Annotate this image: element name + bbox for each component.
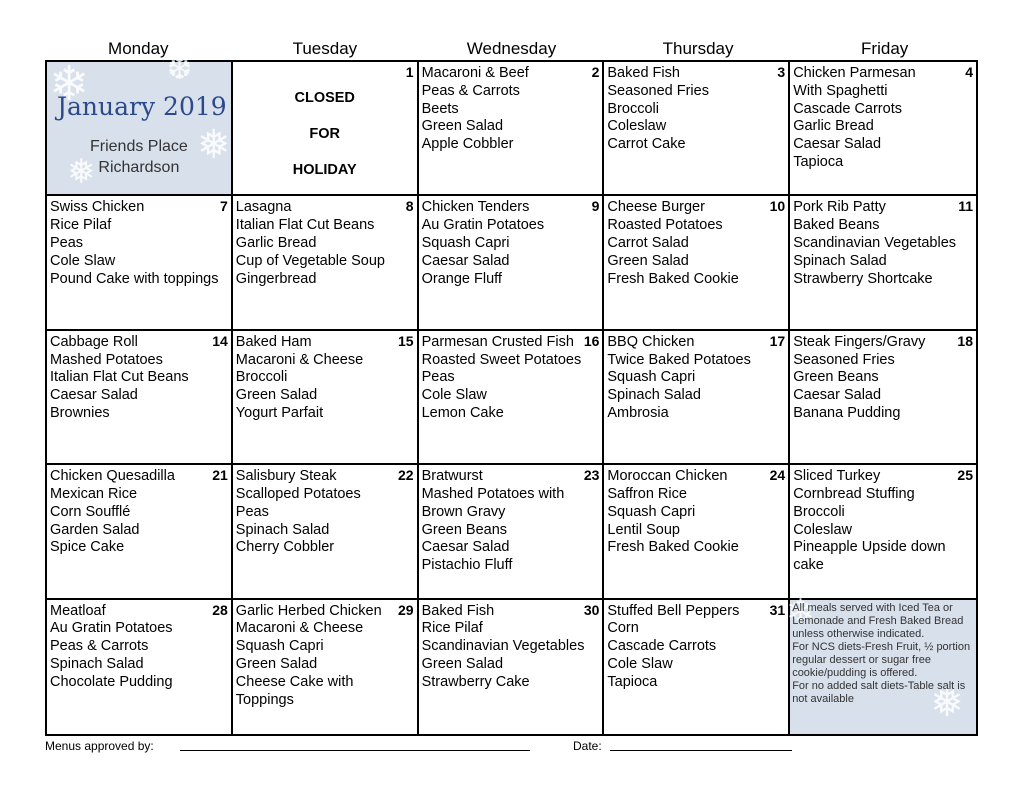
snowflake-icon: ❆ [167, 53, 193, 86]
day-number: 4 [965, 64, 973, 80]
menu-item: Green Salad [421, 118, 504, 135]
menu-item: Caesar Salad [793, 387, 882, 404]
header-tuesday: Tuesday [292, 39, 358, 58]
menu-item: Broccoli [235, 369, 288, 386]
day-number: 14 [212, 332, 228, 349]
menu-item: Lasagna [235, 199, 292, 216]
header-friday: Friday [861, 39, 909, 58]
menu-item: Mexican Rice [50, 485, 138, 502]
header-monday: Monday [108, 39, 169, 58]
day-number: 17 [769, 332, 786, 349]
menu-item: Italian Flat Cut Beans [50, 369, 189, 386]
menu-item: Cole Slaw [421, 387, 487, 404]
menu-item: Brownies [50, 404, 110, 421]
menu-calendar-grid [45, 53, 978, 736]
day-number: 30 [583, 601, 600, 618]
menu-item: Corn Soufflé [50, 503, 131, 520]
day-cell-9 [419, 196, 605, 330]
menu-item: Garlic Bread [793, 118, 874, 135]
menu-item: Cherry Cobbler [235, 539, 335, 556]
day-cell-2 [419, 62, 605, 196]
menu-item: Baked Ham [235, 333, 312, 350]
day-cell-10 [604, 196, 790, 330]
day-cell-30 [419, 600, 605, 734]
menu-items [793, 65, 973, 172]
snowflake-icon: ❄ [49, 58, 90, 111]
menu-items [422, 468, 600, 575]
menu-item: Broccoli [793, 503, 845, 520]
menu-item: Cabbage Roll [50, 333, 138, 350]
menu-items [607, 468, 785, 557]
menu-item: Garlic Bread [235, 234, 317, 251]
menu-item: Scandinavian Vegetables [793, 234, 957, 251]
title-cell [47, 53, 233, 196]
snowflake-icon: ❅ [197, 123, 231, 167]
menu-item: Green Salad [421, 655, 504, 672]
menu-item: Squash Capri [607, 503, 696, 520]
day-number: 1 [405, 64, 414, 80]
menu-item: Squash Capri [421, 234, 510, 251]
menu-item: Cole Slaw [50, 252, 116, 269]
menu-item: Lentil Soup [607, 521, 680, 538]
day-number: 23 [583, 467, 600, 484]
menu-item: Au Gratin Potatoes [50, 620, 173, 637]
menu-items [236, 603, 414, 710]
menu-item: Mashed Potatoes [50, 351, 163, 368]
menu-item: Saffron Rice [607, 485, 687, 502]
menu-item: Macaroni & Cheese [235, 620, 364, 637]
day-number: 2 [591, 64, 600, 80]
menu-item: Scalloped Potatoes [235, 485, 361, 502]
menu-items [50, 603, 228, 692]
menu-items [50, 468, 228, 557]
date-label: Date: [573, 739, 602, 753]
day-number: 18 [957, 332, 973, 349]
menu-item: Yogurt Parfait [235, 404, 324, 421]
menu-item: Green Beans [793, 369, 879, 386]
menu-item: Sliced Turkey [793, 468, 881, 485]
menu-items [422, 334, 600, 423]
closed-notice: CLOSED FOR HOLIDAY [292, 90, 357, 178]
menu-items [236, 468, 414, 557]
menu-item: Toppings [235, 691, 294, 708]
menu-item: Cornbread Stuffing [793, 485, 915, 502]
day-number: 8 [405, 198, 414, 215]
menu-item: Cheese Cake with [235, 673, 354, 690]
menu-item: Green Salad [607, 252, 689, 269]
date-line[interactable] [610, 750, 792, 751]
menu-item: Spinach Salad [235, 521, 330, 538]
menu-item: Squash Capri [235, 638, 324, 655]
menu-item: Spinach Salad [607, 387, 701, 404]
menu-item: Carrot Cake [607, 136, 686, 153]
menu-item: Salisbury Steak [235, 468, 337, 485]
menu-item: Cole Slaw [607, 655, 673, 672]
menu-item: Caesar Salad [421, 252, 510, 269]
menu-item: Corn [607, 620, 639, 637]
day-cell-22 [233, 465, 419, 599]
menu-items [50, 334, 228, 423]
notes-cell [786, 592, 976, 734]
day-number: 16 [583, 332, 600, 349]
menu-item: BBQ Chicken [607, 333, 695, 350]
menu-item: Broccoli [607, 100, 659, 117]
menu-item: Spinach Salad [50, 655, 144, 672]
menu-items [793, 199, 973, 288]
menu-item: Peas [421, 369, 455, 386]
menu-item: Tapioca [793, 153, 844, 170]
menu-item: Strawberry Cake [421, 673, 530, 690]
menu-item: Pineapple Upside down [793, 539, 946, 556]
menu-items [607, 199, 785, 288]
menu-item: Mashed Potatoes with [421, 485, 565, 502]
menu-item: Pound Cake with toppings [50, 270, 219, 287]
snowflake-icon: ❅ [930, 680, 964, 725]
day-number: 10 [769, 198, 786, 215]
menu-item: Fresh Baked Cookie [607, 539, 739, 556]
menu-item: Baked Fish [607, 65, 680, 81]
meal-notes: All meals served with Iced Tea or Lemonade and Fresh Baked Bread unless otherwise indicated. For NCS diets-Fresh Fruit, ½ portion regular dessert or sugar free cookie/pudding is offered. For no added salt diets-Table salt is not available [792, 601, 971, 705]
day-cell-21 [47, 465, 233, 599]
menu-item: Peas & Carrots [50, 638, 149, 655]
menu-item: Green Salad [235, 387, 318, 404]
day-number: 7 [220, 198, 228, 215]
menu-item: Italian Flat Cut Beans [235, 217, 375, 234]
menu-item: Bratwurst [421, 468, 483, 485]
menu-items [236, 199, 414, 288]
menu-item: Banana Pudding [793, 404, 901, 421]
menu-item: Caesar Salad [793, 136, 882, 153]
menu-item: Garlic Herbed Chicken [235, 602, 382, 619]
day-cell-8 [233, 196, 419, 330]
menu-item: Spinach Salad [793, 252, 887, 269]
menus-approved-label: Menus approved by: [45, 739, 154, 753]
menu-items [607, 334, 785, 423]
menu-item: Cascade Carrots [607, 638, 717, 655]
menu-item: Coleslaw [793, 521, 853, 538]
day-cell-15 [233, 331, 419, 465]
menu-item: Chicken Quesadilla [50, 468, 175, 485]
day-cell-4 [790, 62, 976, 196]
menu-item: Twice Baked Potatoes [607, 351, 751, 368]
menu-item: Caesar Salad [421, 539, 510, 556]
menu-item: Chicken Parmesan [793, 65, 916, 81]
menu-items [422, 199, 600, 288]
menu-item: Garden Salad [50, 521, 140, 538]
location-name: Friends Place Richardson [89, 138, 188, 176]
day-cell-16 [419, 331, 605, 465]
menu-item: Roasted Sweet Potatoes [421, 351, 582, 368]
menu-item: Chocolate Pudding [50, 673, 173, 690]
menu-item: Baked Beans [793, 217, 880, 234]
day-number: 15 [398, 332, 414, 349]
menu-items [607, 65, 785, 154]
menu-item: Parmesan Crusted Fish [421, 333, 574, 350]
header-thursday: Thursday [662, 39, 734, 58]
menu-item: cake [793, 557, 824, 574]
day-number: 28 [212, 601, 228, 618]
menu-item: Gingerbread [235, 270, 317, 287]
menu-item: Brown Gravy [421, 503, 506, 520]
day-cell-17 [604, 331, 790, 465]
day-cell-14 [47, 331, 233, 465]
day-cell-23 [419, 465, 605, 599]
menu-item: Cheese Burger [607, 199, 705, 216]
menu-items [422, 65, 600, 154]
menu-item: Apple Cobbler [421, 136, 514, 153]
menu-items [793, 334, 973, 423]
menu-item: Macaroni & Beef [421, 65, 529, 81]
menu-items [793, 468, 973, 575]
day-number: 24 [769, 467, 786, 484]
menu-item: Baked Fish [421, 602, 495, 619]
calendar-month-title: January 2019 [57, 92, 227, 121]
approval-footer [45, 738, 978, 754]
menu-item: Swiss Chicken [50, 199, 145, 216]
day-cell-11 [790, 196, 976, 330]
menu-item: Lemon Cake [421, 404, 504, 421]
menu-item: Seasoned Fries [793, 351, 895, 368]
menu-item: Coleslaw [607, 118, 667, 135]
day-cell-7 [47, 196, 233, 330]
menu-item: Peas [235, 503, 269, 520]
menu-item: Rice Pilaf [421, 620, 483, 637]
day-cell-29 [233, 600, 419, 734]
day-number: 11 [958, 198, 973, 215]
menu-item: Ambrosia [607, 404, 669, 421]
menu-item: Au Gratin Potatoes [421, 217, 545, 234]
snowflake-icon: ❄ [786, 592, 815, 631]
menu-item: Cup of Vegetable Soup [235, 252, 385, 269]
day-number: 29 [398, 601, 414, 618]
menu-item: Pistachio Fluff [421, 557, 513, 574]
menu-item: Orange Fluff [421, 270, 502, 287]
day-number: 31 [769, 601, 786, 618]
menu-item: Steak Fingers/Gravy [793, 333, 926, 350]
menu-item: Macaroni & Cheese [235, 351, 364, 368]
day-number: 22 [398, 467, 414, 484]
snowflake-icon: ❅ [67, 153, 96, 191]
day-number: 25 [957, 467, 973, 484]
menu-item: Meatloaf [50, 602, 106, 619]
menu-item: Green Beans [421, 521, 508, 538]
menu-item: Beets [421, 100, 459, 117]
menu-item: Squash Capri [607, 369, 696, 386]
menu-item: Peas & Carrots [421, 82, 520, 99]
header-wednesday: Wednesday [466, 39, 557, 58]
menu-item: Roasted Potatoes [607, 217, 723, 234]
menu-items [607, 603, 785, 692]
menu-item: Fresh Baked Cookie [607, 270, 739, 287]
day-cell-1 [233, 62, 419, 196]
day-cell-25 [790, 465, 976, 599]
day-number: 9 [591, 198, 600, 215]
menu-item: Green Salad [235, 655, 318, 672]
menu-item: With Spaghetti [793, 82, 888, 99]
menu-item: Moroccan Chicken [607, 468, 728, 485]
day-cell-31 [604, 600, 790, 734]
menu-item: Seasoned Fries [607, 82, 709, 99]
day-number: 3 [777, 64, 786, 80]
approval-signature-line[interactable] [180, 750, 530, 751]
menu-item: Stuffed Bell Peppers [607, 602, 740, 619]
day-cell-18 [790, 331, 976, 465]
menu-item: Strawberry Shortcake [793, 270, 933, 287]
menu-item: Pork Rib Patty [793, 199, 886, 216]
menu-items [422, 603, 600, 692]
menu-item: Carrot Salad [607, 234, 689, 251]
day-cell-24 [604, 465, 790, 599]
menu-item: Cascade Carrots [793, 100, 902, 117]
menu-items [50, 199, 228, 288]
day-number: 21 [212, 467, 228, 484]
menu-item: Tapioca [607, 673, 658, 690]
menu-item: Peas [50, 234, 84, 251]
menu-item: Rice Pilaf [50, 217, 112, 234]
day-cell-3 [604, 62, 790, 196]
menu-item: Caesar Salad [50, 387, 138, 404]
menu-item: Spice Cake [50, 539, 125, 556]
menu-items [236, 334, 414, 423]
menu-item: Scandinavian Vegetables [421, 638, 585, 655]
day-cell-28 [47, 600, 233, 734]
menu-item: Chicken Tenders [421, 199, 530, 216]
